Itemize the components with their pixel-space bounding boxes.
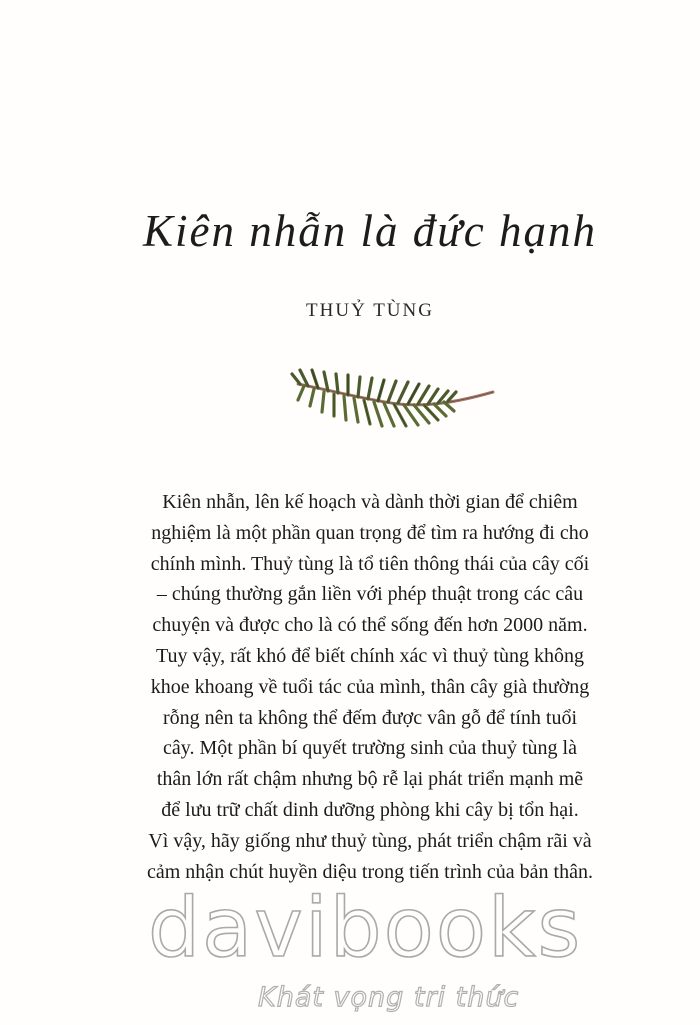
body-paragraph (95, 487, 645, 887)
paragraph-line: thân lớn rất chậm nhưng bộ rễ lại phát triển mạnh mẽ (156, 768, 584, 791)
yew-sprig-illustration (288, 362, 498, 442)
paragraph-line: Kiên nhẫn, lên kế hoạch và dành thời gian để chiêm (162, 491, 578, 513)
watermark-slogan: Khát vọng tri thức (258, 982, 520, 1013)
paragraph-line: Vì vậy, hãy giống như thuỷ tùng, phát triển chậm rãi và (148, 829, 592, 852)
paragraph-line: rỗng nên ta không thể đếm được vân gỗ để tính tuổi (162, 706, 578, 729)
page-subtitle: THUỶ TÙNG (306, 300, 434, 321)
paragraph-line: khoe khoang về tuổi tác của mình, thân cây già thường (150, 675, 590, 698)
paragraph-line: cảm nhận chút huyền diệu trong tiến trình của bản thân. (147, 860, 593, 883)
paragraph-line: – chúng thường gắn liền với phép thuật trong các câu (156, 583, 584, 606)
paragraph-line: chính mình. Thuỷ tùng là tổ tiên thông thái của cây cối (150, 552, 590, 575)
paragraph-line: chuyện và được cho là có thể sống đến hơn 2000 năm. (152, 614, 588, 637)
paragraph-line: cây. Một phần bí quyết trường sinh của thuỷ tùng là (163, 737, 577, 760)
paragraph-line: để lưu trữ chất dinh dưỡng phòng khi cây bị tổn hại. (161, 798, 579, 821)
watermark-brand: davibooks (148, 881, 583, 976)
page-title: Kiên nhẫn là đức hạnh (142, 206, 597, 256)
paragraph-line: Tuy vậy, rất khó để biết chính xác vì thuỷ tùng không (156, 644, 584, 667)
paragraph-line: nghiệm là một phần quan trọng để tìm ra hướng đi cho (151, 521, 589, 544)
watermark (148, 881, 583, 1013)
